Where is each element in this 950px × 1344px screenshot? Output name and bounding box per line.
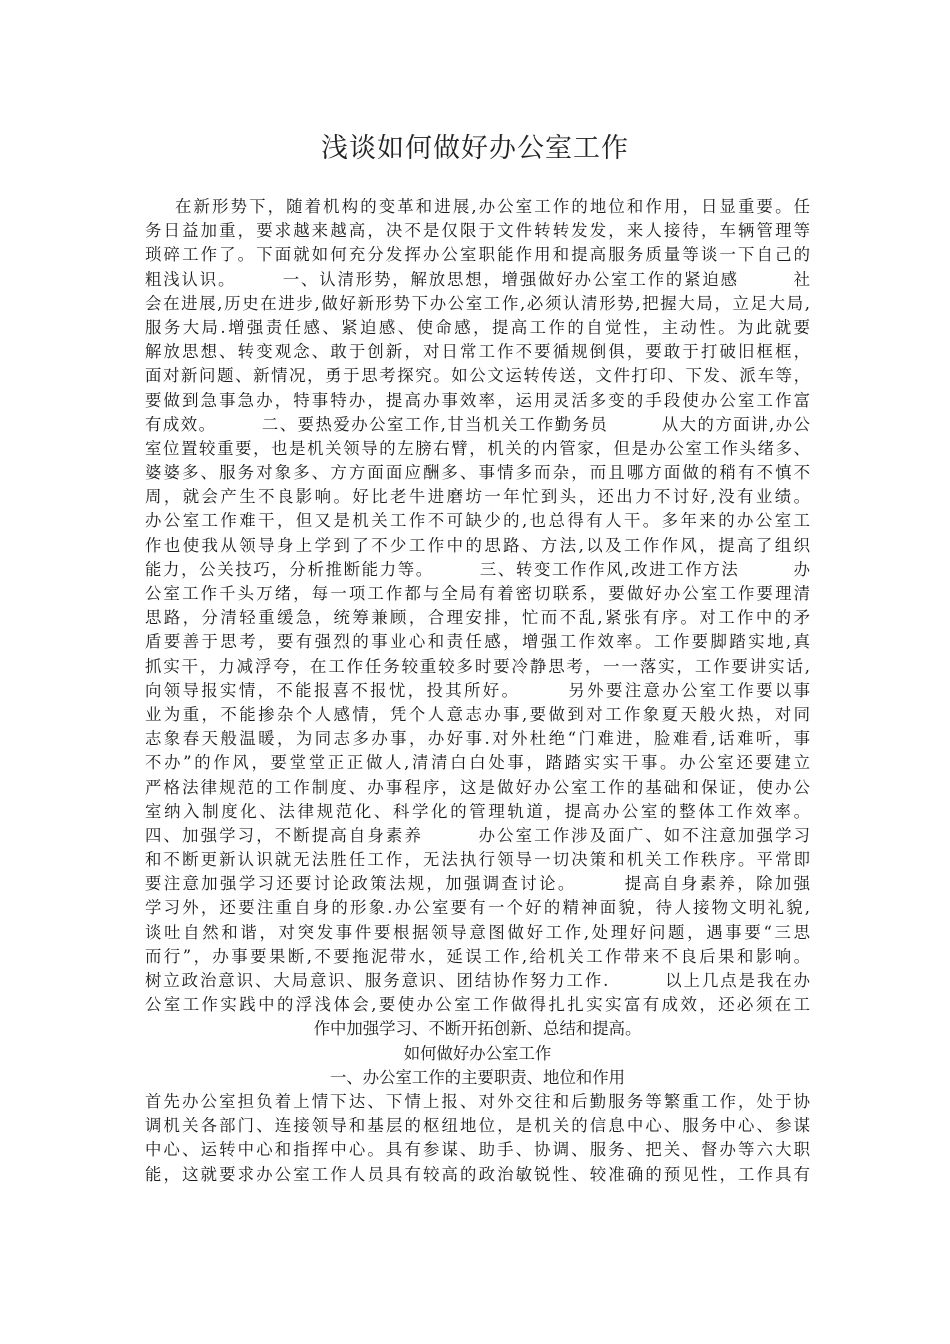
body-line: 四、加强学习，不断提高自身素养 办公室工作涉及面广、如不注意加强学习 xyxy=(145,825,810,845)
body-line: 要注意加强学习还要讨论政策法规，加强调查讨论。 提高自身素养，除加强 xyxy=(145,874,810,894)
body-line: 抓实干，力减浮夸，在工作任务较重较多时要冷静思考，一一落实，工作要讲实话, xyxy=(145,656,810,676)
body-line: 树立政治意识、大局意识、服务意识、团结协作努力工作. 以上几点是我在办 xyxy=(145,971,810,990)
body-line: 学习外，还要注重自身的形象.办公室要有一个好的精神面貌，待人接物文明礼貌, xyxy=(145,898,810,918)
body-line: 不办”的作风，要堂堂正正做人,清清白白处事，踏踏实实干事。办公室还要建立 xyxy=(145,753,810,773)
body-line: 粗浅认识。 一、认清形势，解放思想，增强做好办公室工作的紧迫感 社 xyxy=(145,269,810,289)
body-line: 严格法律规范的工作制度、办事程序，这是做好办公室工作的基础和保证，使办公 xyxy=(145,777,810,797)
body-line: 思路，分清轻重缓急，统筹兼顾，合理安排，忙而不乱,紧张有序。对工作中的矛 xyxy=(145,608,810,628)
section-line: 中心、运转中心和指挥中心。具有参谋、助手、协调、服务、把关、督办等六大职 xyxy=(145,1140,810,1160)
body-line: 在新形势下，随着机构的变革和进展,办公室工作的地位和作用，日显重要。任 xyxy=(175,197,810,216)
body-line: 服务大局.增强责任感、紧迫感、使命感，提高工作的自觉性，主动性。为此就要 xyxy=(145,317,810,337)
body-line: 作中加强学习、不断开拓创新、总结和提高。 xyxy=(313,1019,642,1039)
body-line: 能力，公关技巧，分析推断能力等。 三、转变工作作风,改进工作方法 办 xyxy=(145,559,810,579)
body-line: 务日益加重，要求越来越高，决不是仅限于文件转转发发，来人接待，车辆管理等 xyxy=(145,221,810,241)
section-line: 调机关各部门、连接领导和基层的枢纽地位，是机关的信息中心、服务中心、参谋 xyxy=(145,1116,810,1136)
document-title: 浅谈如何做好办公室工作 xyxy=(321,133,629,164)
section-title: 如何做好办公室工作 xyxy=(403,1043,552,1063)
body-line: 会在进展,历史在进步,做好新形势下办公室工作,必须认清形势,把握大局，立足大局, xyxy=(145,293,810,313)
body-line: 面对新问题、新情况，勇于思考探究。如公文运转传送，文件打印、下发、派车等， xyxy=(145,366,810,386)
body-line: 作也使我从领导身上学到了不少工作中的思路、方法,以及工作作风，提高了组织 xyxy=(145,535,810,555)
body-line: 业为重，不能掺杂个人感情，凭个人意志办事,要做到对工作象夏天般火热，对同 xyxy=(145,704,810,724)
body-line: 室纳入制度化、法律规范化、科学化的管理轨道，提高办公室的整体工作效率。 xyxy=(145,801,810,821)
document-body xyxy=(145,195,810,1187)
body-line: 向领导报实情，不能报喜不报忧，投其所好。 另外要注意办公室工作要以事 xyxy=(145,680,810,700)
body-line: 琐碎工作了。下面就如何充分发挥办公室职能作用和提高服务质量等谈一下自己的 xyxy=(145,245,810,265)
body-line: 解放思想、转变观念、敢于创新，对日常工作不要循规倒俱，要敢于打破旧框框， xyxy=(145,342,810,362)
body-line: 周，就会产生不良影响。好比老牛进磨坊一年忙到头，还出力不讨好,没有业绩。 xyxy=(145,487,810,507)
section-line: 首先办公室担负着上情下达、下情上报、对外交往和后勤服务等繁重工作，处于协 xyxy=(145,1091,810,1111)
body-line: 盾要善于思考，要有强烈的事业心和责任感，增强工作效率。工作要脚踏实地,真 xyxy=(145,632,810,652)
body-line: 室位置较重要，也是机关领导的左膀右臂，机关的内管家，但是办公室工作头绪多、 xyxy=(145,438,810,458)
body-line: 婆婆多、服务对象多、方方面面应酬多、事情多而杂，而且哪方面做的稍有不慎不 xyxy=(145,463,810,483)
body-line: 和不断更新认识就无法胜任工作，无法执行领导一切决策和机关工作秩序。平常即 xyxy=(145,850,810,870)
body-line: 而行”，办事要果断,不要拖泥带水，延误工作,给机关工作带来不良后果和影响。 xyxy=(145,946,810,966)
body-line: 公室工作千头万绪，每一项工作都与全局有着密切联系，要做好办公室工作要理清 xyxy=(145,584,810,603)
body-line: 办公室工作难干，但又是机关工作不可缺少的,也总得有人干。多年来的办公室工 xyxy=(145,511,810,531)
section-heading: 一、办公室工作的主要职责、地位和作用 xyxy=(329,1067,626,1087)
body-line: 有成效。 二、要热爱办公室工作,甘当机关工作勤务员 从大的方面讲,办公 xyxy=(145,414,810,434)
section-line: 能，这就要求办公室工作人员具有较高的政治敏锐性、较准确的预见性，工作具有 xyxy=(145,1164,810,1184)
body-line: 志象春天般温暖，为同志多办事，办好事.对外杜绝“门难进，脸难看,话难听，事 xyxy=(145,729,810,749)
body-line: 要做到急事急办，特事特办，提高办事效率，运用灵活多变的手段使办公室工作富 xyxy=(145,390,810,410)
body-line: 谈吐自然和谐，对突发事件要根据领导意图做好工作,处理好问题，遇事要“三思 xyxy=(145,922,810,942)
body-line: 公室工作实践中的浮浅体会,要使办公室工作做得扎扎实实富有成效，还必须在工 xyxy=(145,995,810,1015)
